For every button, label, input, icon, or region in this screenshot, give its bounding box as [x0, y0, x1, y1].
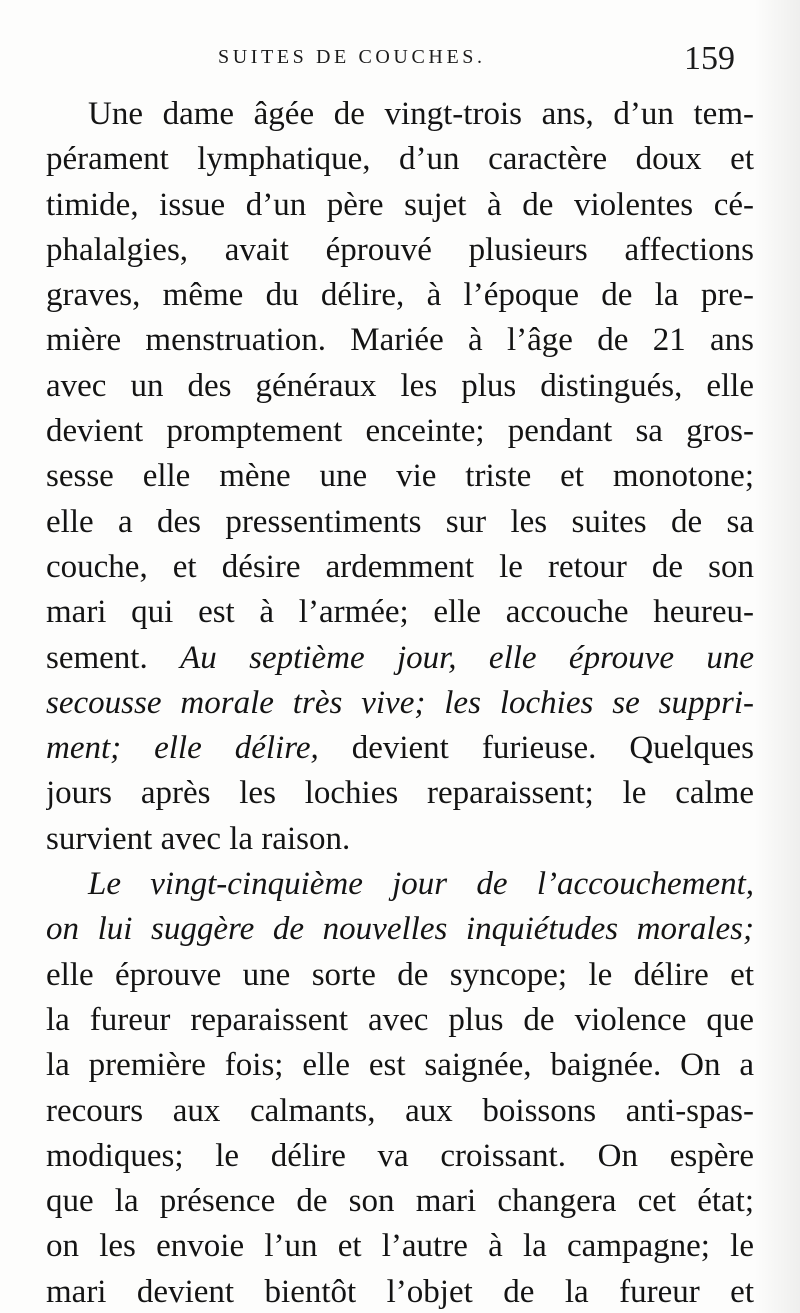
text-line: graves, même du délire, à l’époque de la pre- — [46, 277, 754, 314]
text-line: pérament lymphatique, d’un caractère doux et — [46, 141, 754, 178]
italic-text-run: ment; elle délire, — [46, 730, 319, 767]
text-line: survient avec la raison. — [46, 820, 351, 857]
text-line: timide, issue d’un père sujet à de violentes cé- — [46, 186, 754, 223]
page-number: 159 — [684, 40, 735, 77]
text-line: recours aux calmants, aux boissons anti-spas- — [46, 1092, 754, 1129]
text-line: mière menstruation. Mariée à l’âge de 21 ans — [46, 322, 754, 359]
text-line-mixed — [46, 726, 754, 771]
text-line: elle a des pressentiments sur les suites de sa — [46, 503, 754, 540]
text-line: phalalgies, avait éprouvé plusieurs affections — [46, 231, 754, 268]
text-line: jours après les lochies reparaissent; le calme — [46, 775, 754, 812]
text-line: mari devient bientôt l’objet de la fureur et — [46, 1273, 754, 1310]
italic-text-run: Au septième jour, elle éprouve une — [180, 639, 754, 676]
text-line: sesse elle mène une vie triste et monotone; — [46, 458, 754, 495]
text-line: Une dame âgée de vingt-trois ans, d’un tem- — [88, 96, 754, 132]
italic-text-line: on lui suggère de nouvelles inquiétudes morales; — [46, 911, 754, 948]
running-title: SUITES DE COUCHES. — [218, 46, 486, 68]
text-line: elle éprouve une sorte de syncope; le délire et — [46, 956, 754, 993]
italic-text-line: secousse morale très vive; les lochies se suppri- — [46, 684, 754, 721]
text-run: devient furieuse. Quelques — [351, 730, 754, 767]
text-line: que la présence de son mari changera cet état; — [46, 1183, 754, 1220]
text-line-mixed — [46, 636, 754, 681]
italic-text-line: Le vingt-cinquième jour de l’accouchement, — [88, 866, 754, 903]
text-line: la fureur reparaissent avec plus de violence que — [46, 1001, 754, 1038]
running-head — [0, 40, 800, 80]
text-run: sement. — [46, 639, 148, 676]
text-line: modiques; le délire va croissant. On espère — [46, 1137, 754, 1174]
text-line: la première fois; elle est saignée, baignée. On a — [46, 1047, 754, 1084]
text-line: couche, et désire ardemment le retour de son — [46, 548, 754, 585]
text-line: avec un des généraux les plus distingués, elle — [46, 367, 754, 404]
text-line: on les envoie l’un et l’autre à la campagne; le — [46, 1228, 754, 1265]
text-line: mari qui est à l’armée; elle accouche heureu- — [46, 594, 754, 631]
paragraph-1 — [46, 92, 754, 862]
text-block — [46, 92, 754, 1313]
paragraph-2 — [46, 862, 754, 1313]
text-line: devient promptement enceinte; pendant sa gros- — [46, 413, 754, 450]
page-edge-shadow — [754, 0, 800, 1313]
